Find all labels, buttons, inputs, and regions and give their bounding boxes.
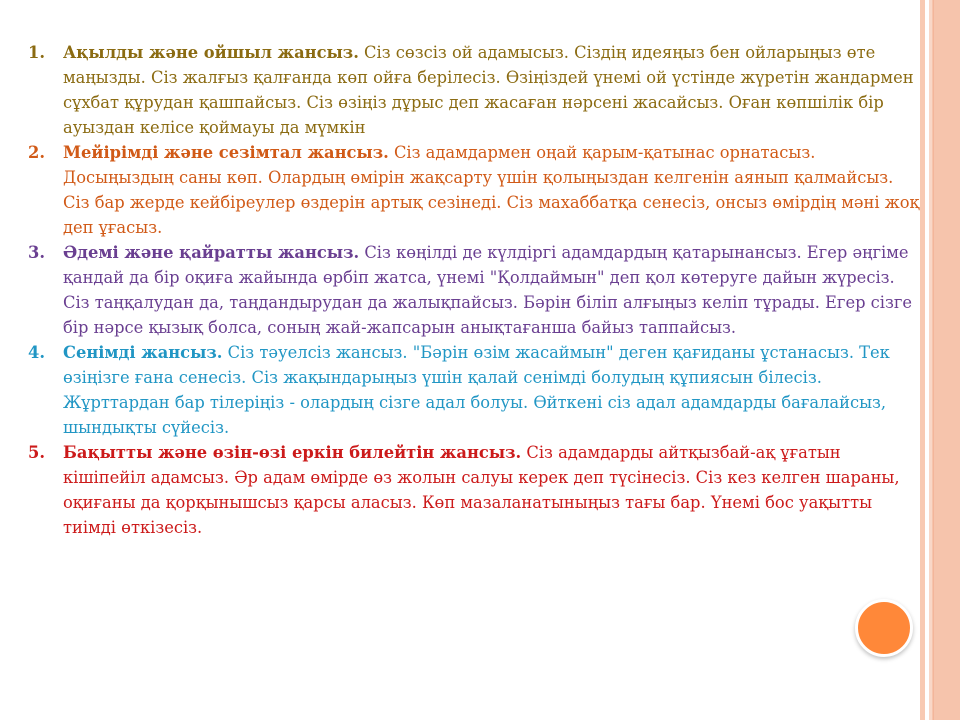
item-number: 1.: [28, 43, 45, 62]
item-number: 2.: [28, 143, 45, 162]
item-text: Сіз сөзсіз ой адамысыз. Сіздің идеяңыз бен ойларыңыз өте маңызды. Сіз жалғыз қалғанда көп ойға берілесіз. Өзіңіздей үнемі ой үстінде жүретін жандармен сұхбат құрудан қашпайсыз. Сіз өзіңіз дұрыс деп жасаған нәрсені жасайсыз. Оған көпшілік бір ауыздан келісе қоймауы да мүмкін: [63, 43, 914, 137]
list-item-3: [25, 240, 923, 340]
item-text: Сіз адамдарды айтқызбай-ақ ұғатын кішіпейіл адамсыз. Әр адам өмірде өз жолын салуы керек деп түсінесіз. Сіз кез келген шараны, оқиғаны да қорқынышсыз қарсы аласыз. Көп мазаланатыныңыз тағы бар. Үнемі бос уақытты тиімді өткізесіз.: [63, 443, 900, 537]
list-item-4: [25, 340, 923, 440]
item-lead: Мейірімді және сезімтал жансыз.: [63, 143, 389, 162]
numbered-list: [25, 40, 923, 540]
list-item-2: [25, 140, 923, 240]
list-item-1: [25, 40, 923, 140]
item-number: 3.: [28, 243, 45, 262]
decor-stripe-wide: [929, 0, 960, 720]
item-lead: Сенімді жансыз.: [63, 343, 223, 362]
item-number: 4.: [28, 343, 45, 362]
item-text: Сіз адамдармен оңай қарым-қатынас орнатасыз. Досыңыздың саны көп. Олардың өмірін жақсарту үшін қолыңыздан келгенін аянып қалмайсыз. Сіз бар жерде кейбіреулер өздерін артық сезінеді. Сіз махаббатқа сенесіз, онсыз өмірдің мәні жоқ деп ұғасыз.: [63, 143, 920, 237]
item-text: Сіз көңілді де күлдіргі адамдардың қатарынансыз. Егер әңгіме қандай да бір оқиға жайында өрбіп жатса, үнемі "Қолдаймын" деп қол көтеруге дайын жүресіз. Сіз таңқалудан да, таңдандырудан да жалықпайсыз. Бәрін біліп алғыңыз келіп тұрады. Егер сізге бір нәрсе қызық болса, соның жай-жапсарын анықтағанша байыз таппайсыз.: [63, 243, 913, 337]
list-item-5: [25, 440, 923, 540]
item-number: 5.: [28, 443, 45, 462]
item-text: Сіз тәуелсіз жансыз. "Бәрін өзім жасаймын" деген қағиданы ұстанасыз. Тек өзіңізге ғана сенесіз. Сіз жақындарыңыз үшін қалай сенімді болудың құпиясын білесіз. Жұрттардан бар тілеріңіз - олардың сізге адал болуы. Өйткені сіз адал адамдарды бағалайсыз, шындықты сүйесіз.: [63, 343, 890, 437]
item-lead: Әдемі және қайратты жансыз.: [63, 243, 360, 262]
item-lead: Ақылды және ойшыл жансыз.: [63, 43, 359, 62]
item-lead: Бақытты және өзін-өзі еркін билейтін жансыз.: [63, 443, 522, 462]
orange-circle-decoration: [855, 599, 913, 657]
